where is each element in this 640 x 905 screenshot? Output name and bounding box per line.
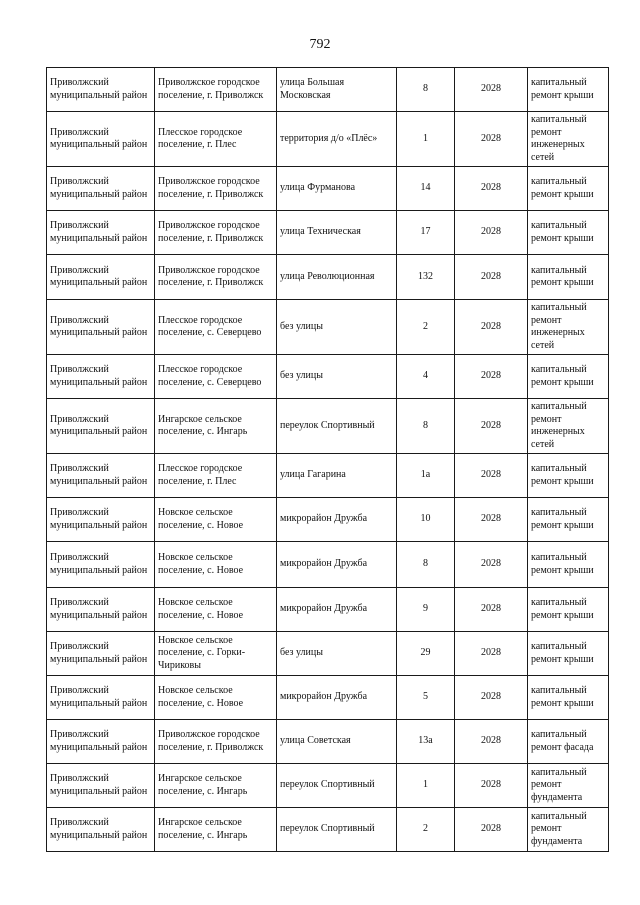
- work-type-cell: капитальный ремонт инженерных сетей: [528, 300, 609, 355]
- street-cell: территория д/о «Плёс»: [277, 112, 397, 167]
- district-cell: Приволжский муниципальный район: [47, 542, 155, 588]
- settlement-cell: Приволжское городское поселение, г. Приволжск: [155, 211, 277, 255]
- work-type-cell: капитальный ремонт инженерных сетей: [528, 399, 609, 454]
- street-cell: улица Гагарина: [277, 454, 397, 498]
- page-number: 792: [309, 37, 331, 52]
- street-cell: улица Техническая: [277, 211, 397, 255]
- district-cell: Приволжский муниципальный район: [47, 255, 155, 300]
- street-cell: переулок Спортивный: [277, 764, 397, 808]
- settlement-cell: Новское сельское поселение, с. Новое: [155, 588, 277, 632]
- district-cell: Приволжский муниципальный район: [47, 720, 155, 764]
- street-cell: без улицы: [277, 355, 397, 399]
- work-type-cell: капитальный ремонт крыши: [528, 167, 609, 211]
- house-number-cell: 13а: [397, 720, 455, 764]
- street-cell: переулок Спортивный: [277, 399, 397, 454]
- settlement-cell: Приволжское городское поселение, г. Приволжск: [155, 720, 277, 764]
- district-cell: Приволжский муниципальный район: [47, 300, 155, 355]
- table-row: [47, 211, 609, 255]
- work-type-cell: капитальный ремонт крыши: [528, 68, 609, 112]
- year-cell: 2028: [455, 764, 528, 808]
- house-number-cell: 14: [397, 167, 455, 211]
- house-number-cell: 9: [397, 588, 455, 632]
- district-cell: Приволжский муниципальный район: [47, 68, 155, 112]
- district-cell: Приволжский муниципальный район: [47, 808, 155, 852]
- district-cell: Приволжский муниципальный район: [47, 167, 155, 211]
- street-cell: микрорайон Дружба: [277, 542, 397, 588]
- year-cell: 2028: [455, 632, 528, 676]
- house-number-cell: 29: [397, 632, 455, 676]
- street-cell: улица Большая Московская: [277, 68, 397, 112]
- table-row: [47, 720, 609, 764]
- settlement-cell: Плесское городское поселение, с. Северцево: [155, 300, 277, 355]
- table-row: [47, 300, 609, 355]
- house-number-cell: 8: [397, 399, 455, 454]
- settlement-cell: Плесское городское поселение, г. Плес: [155, 112, 277, 167]
- house-number-cell: 2: [397, 808, 455, 852]
- table-row: [47, 112, 609, 167]
- street-cell: улица Революционная: [277, 255, 397, 300]
- house-number-cell: 10: [397, 498, 455, 542]
- table-row: [47, 632, 609, 676]
- street-cell: микрорайон Дружба: [277, 588, 397, 632]
- street-cell: без улицы: [277, 300, 397, 355]
- work-type-cell: капитальный ремонт крыши: [528, 588, 609, 632]
- year-cell: 2028: [455, 112, 528, 167]
- district-cell: Приволжский муниципальный район: [47, 764, 155, 808]
- street-cell: микрорайон Дружба: [277, 676, 397, 720]
- settlement-cell: Ингарское сельское поселение, с. Ингарь: [155, 764, 277, 808]
- house-number-cell: 8: [397, 68, 455, 112]
- work-type-cell: капитальный ремонт инженерных сетей: [528, 112, 609, 167]
- table-row: [47, 588, 609, 632]
- house-number-cell: 8: [397, 542, 455, 588]
- table-row: [47, 542, 609, 588]
- settlement-cell: Приволжское городское поселение, г. Приволжск: [155, 255, 277, 300]
- year-cell: 2028: [455, 211, 528, 255]
- settlement-cell: Новское сельское поселение, с. Новое: [155, 498, 277, 542]
- house-number-cell: 17: [397, 211, 455, 255]
- table-row: [47, 68, 609, 112]
- work-type-cell: капитальный ремонт крыши: [528, 676, 609, 720]
- table-row: [47, 454, 609, 498]
- settlement-cell: Плесское городское поселение, с. Северцево: [155, 355, 277, 399]
- settlement-cell: Приволжское городское поселение, г. Приволжск: [155, 167, 277, 211]
- year-cell: 2028: [455, 399, 528, 454]
- house-number-cell: 132: [397, 255, 455, 300]
- work-type-cell: капитальный ремонт крыши: [528, 454, 609, 498]
- settlement-cell: Ингарское сельское поселение, с. Ингарь: [155, 399, 277, 454]
- street-cell: переулок Спортивный: [277, 808, 397, 852]
- district-cell: Приволжский муниципальный район: [47, 454, 155, 498]
- settlement-cell: Плесское городское поселение, г. Плес: [155, 454, 277, 498]
- table-body: [47, 68, 609, 852]
- settlement-cell: Новское сельское поселение, с. Горки-Чириковы: [155, 632, 277, 676]
- year-cell: 2028: [455, 588, 528, 632]
- district-cell: Приволжский муниципальный район: [47, 588, 155, 632]
- year-cell: 2028: [455, 68, 528, 112]
- street-cell: без улицы: [277, 632, 397, 676]
- work-type-cell: капитальный ремонт фасада: [528, 720, 609, 764]
- work-type-cell: капитальный ремонт фундамента: [528, 808, 609, 852]
- district-cell: Приволжский муниципальный район: [47, 676, 155, 720]
- district-cell: Приволжский муниципальный район: [47, 632, 155, 676]
- work-type-cell: капитальный ремонт крыши: [528, 542, 609, 588]
- year-cell: 2028: [455, 808, 528, 852]
- year-cell: 2028: [455, 676, 528, 720]
- table-row: [47, 676, 609, 720]
- year-cell: 2028: [455, 355, 528, 399]
- year-cell: 2028: [455, 255, 528, 300]
- year-cell: 2028: [455, 720, 528, 764]
- street-cell: улица Советская: [277, 720, 397, 764]
- house-number-cell: 1а: [397, 454, 455, 498]
- settlement-cell: Новское сельское поселение, с. Новое: [155, 542, 277, 588]
- district-cell: Приволжский муниципальный район: [47, 112, 155, 167]
- settlement-cell: Ингарское сельское поселение, с. Ингарь: [155, 808, 277, 852]
- house-number-cell: 1: [397, 764, 455, 808]
- work-type-cell: капитальный ремонт крыши: [528, 632, 609, 676]
- work-type-cell: капитальный ремонт крыши: [528, 355, 609, 399]
- table-row: [47, 255, 609, 300]
- year-cell: 2028: [455, 542, 528, 588]
- house-number-cell: 4: [397, 355, 455, 399]
- table-row: [47, 167, 609, 211]
- work-type-cell: капитальный ремонт крыши: [528, 255, 609, 300]
- street-cell: микрорайон Дружба: [277, 498, 397, 542]
- house-number-cell: 1: [397, 112, 455, 167]
- work-type-cell: капитальный ремонт крыши: [528, 498, 609, 542]
- year-cell: 2028: [455, 300, 528, 355]
- district-cell: Приволжский муниципальный район: [47, 498, 155, 542]
- street-cell: улица Фурманова: [277, 167, 397, 211]
- table-row: [47, 808, 609, 852]
- year-cell: 2028: [455, 167, 528, 211]
- district-cell: Приволжский муниципальный район: [47, 355, 155, 399]
- table-row: [47, 355, 609, 399]
- house-number-cell: 2: [397, 300, 455, 355]
- repair-schedule-table: [46, 67, 609, 852]
- year-cell: 2028: [455, 454, 528, 498]
- settlement-cell: Новское сельское поселение, с. Новое: [155, 676, 277, 720]
- work-type-cell: капитальный ремонт фундамента: [528, 764, 609, 808]
- year-cell: 2028: [455, 498, 528, 542]
- work-type-cell: капитальный ремонт крыши: [528, 211, 609, 255]
- district-cell: Приволжский муниципальный район: [47, 399, 155, 454]
- table-row: [47, 399, 609, 454]
- table-row: [47, 498, 609, 542]
- table-row: [47, 764, 609, 808]
- district-cell: Приволжский муниципальный район: [47, 211, 155, 255]
- house-number-cell: 5: [397, 676, 455, 720]
- settlement-cell: Приволжское городское поселение, г. Приволжск: [155, 68, 277, 112]
